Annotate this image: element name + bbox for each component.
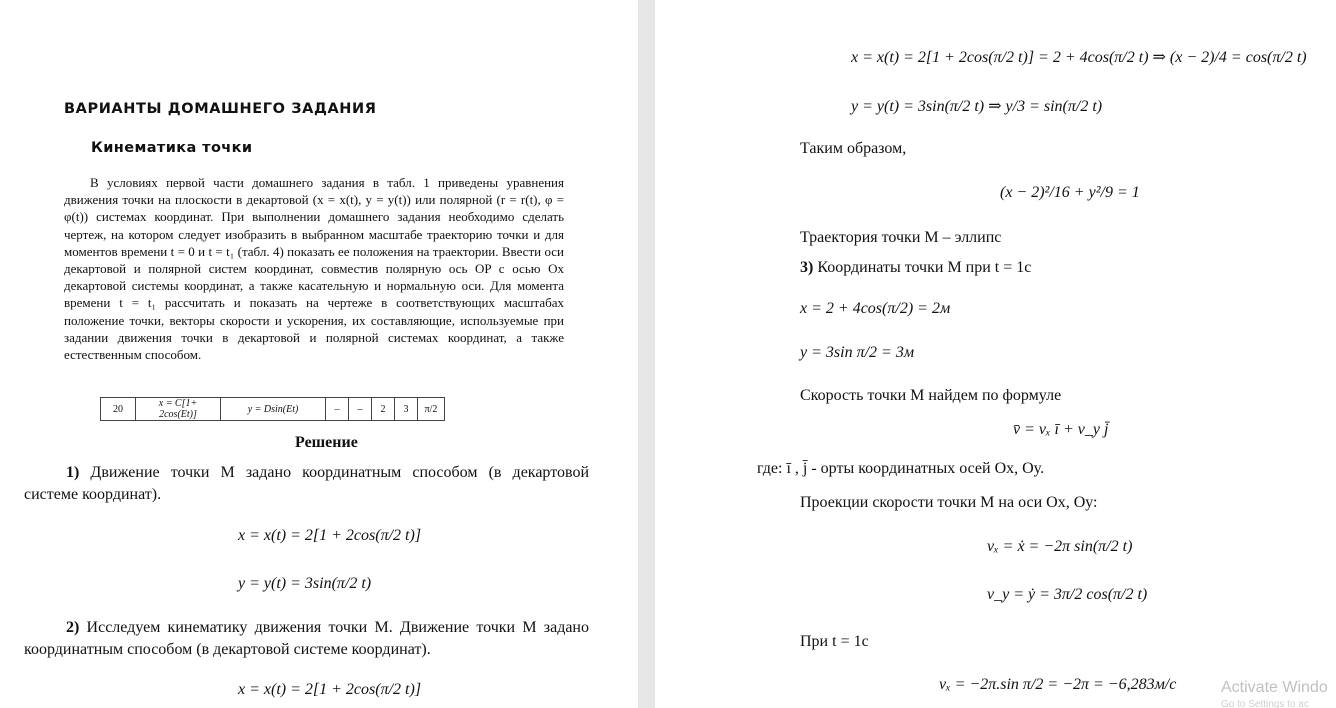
table-cell: – xyxy=(349,398,372,421)
right-page xyxy=(655,0,1336,708)
velocity-formula: v̄ = vₓ ī + v_y j̄ xyxy=(1013,421,1109,438)
step3-line xyxy=(800,259,1031,277)
at-t1-text: При t = 1с xyxy=(800,633,869,650)
vy-formula: v_y = ẏ = 3π/2 cos(π/2 t) xyxy=(987,586,1148,603)
table-cell: y = Dsin(Et) xyxy=(221,398,326,421)
vx-formula: vₓ = ẋ = −2π sin(π/2 t) xyxy=(987,538,1133,555)
table-cell: 3 xyxy=(395,398,418,421)
activation-watermark-title: Activate Windo xyxy=(1221,679,1328,696)
task-paragraph-text: В условиях первой части домашнего задания в табл. 1 приведены уравнения движения точки на плоскости в декартовой (x = x(t), y = y(t)) или полярной (r = r(t), φ = φ(t)) системах координат. При выполнении домашнего задания необходимо сделать чертеж, на котором следует изобразить в выбранном масштабе траекторию точки и для моментов времени t = 0 и t = t₁ (табл. 4) показать ее положения на траектории. Ввести оси декартовой и полярной систем координат, совместив полярную ось OP с осью Ox декартовой системы координат, а также касательную и нормальную оси. Для момента времени t = t₁ рассчитать и показать на чертеже в соответствующих масштабах положение точки, векторы скорости и ускорения, их составляющие, используемые при задании движения точки в декартовой и полярной системах координат, а также естественным способом. xyxy=(64,175,564,363)
table-cell: 2 xyxy=(372,398,395,421)
table-cell: 20 xyxy=(101,398,136,421)
page-gap xyxy=(638,0,655,708)
activation-watermark-subtitle: Go to Settings to ac xyxy=(1221,699,1309,708)
trajectory-text: Траектория точки М – эллипс xyxy=(800,229,1002,246)
subsection-heading: Кинематика точки xyxy=(91,140,253,156)
step3-number: 3) xyxy=(800,259,814,276)
thus-text: Таким образом, xyxy=(800,140,907,157)
step1-paragraph xyxy=(24,462,589,506)
table-cell: – xyxy=(326,398,349,421)
table-cell: x = C[1+ 2cos(Et)] xyxy=(136,398,221,421)
task-paragraph xyxy=(64,174,564,363)
projections-text: Проекции скорости точки М на оси Ох, Оу: xyxy=(800,494,1098,511)
table-cell: π/2 xyxy=(418,398,445,421)
equation-y: y = y(t) = 3sin(π/2 t) xyxy=(238,575,372,592)
x-at-t1: x = 2 + 4cos(π/2) = 2м xyxy=(800,300,951,317)
equation-y-full: y = y(t) = 3sin(π/2 t) ⇒ y/3 = sin(π/2 t) xyxy=(851,98,1103,115)
vx-value: vₓ = −2π.sin π/2 = −2π = −6,283м/с xyxy=(939,676,1177,693)
step3-text: Координаты точки М при t = 1с xyxy=(813,259,1032,276)
y-at-t1: y = 3sin π/2 = 3м xyxy=(800,344,915,361)
equation-x-full: x = x(t) = 2[1 + 2cos(π/2 t)] = 2 + 4cos(π/2 t) ⇒ (x − 2)/4 = cos(π/2 t) xyxy=(851,49,1307,66)
step2-number: 2) xyxy=(66,619,80,636)
velocity-intro: Скорость точки М найдем по формуле xyxy=(800,387,1062,404)
unit-vectors-text: где: ī , j̄ - орты координатных осей Ох, Оу. xyxy=(757,460,1045,477)
step2-text: Исследуем кинематику движения точки М. Движение точки М задано координатным способом (в декартовой системе координат). xyxy=(24,619,589,658)
ellipse-equation: (x − 2)²/16 + y²/9 = 1 xyxy=(1000,184,1140,201)
step1-text: Движение точки М задано координатным способом (в декартовой системе координат). xyxy=(24,464,589,503)
variant-table xyxy=(100,397,445,421)
solution-title: Решение xyxy=(295,434,358,451)
equation-x-repeat: x = x(t) = 2[1 + 2cos(π/2 t)] xyxy=(238,681,422,698)
step1-number: 1) xyxy=(66,464,80,481)
equation-x: x = x(t) = 2[1 + 2cos(π/2 t)] xyxy=(238,527,422,544)
left-page xyxy=(0,0,638,708)
step2-paragraph xyxy=(24,617,589,661)
section-heading: ВАРИАНТЫ ДОМАШНЕГО ЗАДАНИЯ xyxy=(64,101,377,117)
table-row xyxy=(101,398,445,421)
